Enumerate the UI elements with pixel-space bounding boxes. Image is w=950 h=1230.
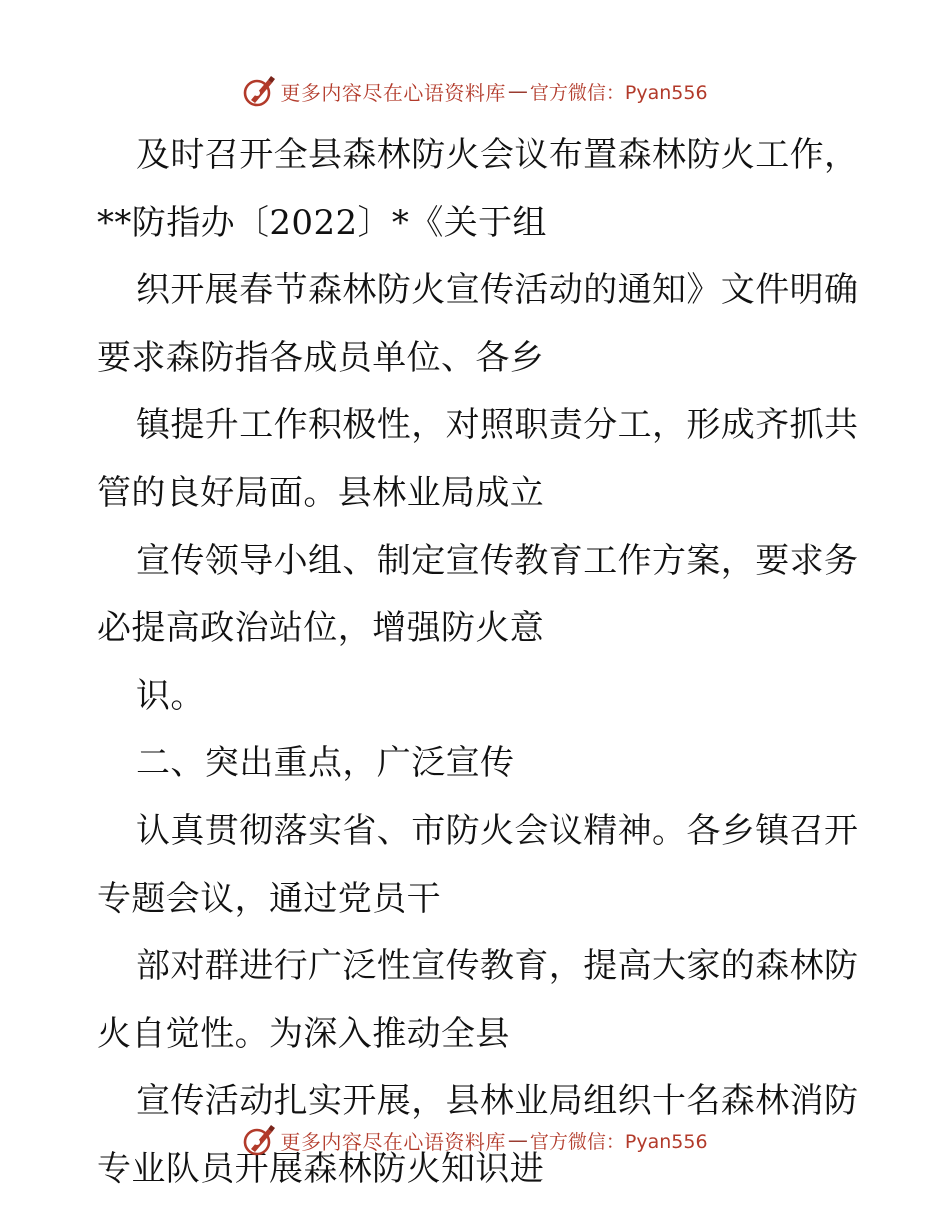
body-line: 认真贯彻落实省、市防火会议精神。各乡镇召开: [136, 810, 859, 851]
body-line: 要求森防指各成员单位、各乡: [97, 337, 545, 378]
body-line: 识。: [136, 675, 205, 716]
body-line: 火自觉性。为深入推动全县: [97, 1013, 510, 1054]
footer-banner: [0, 1120, 950, 1160]
body-line: 宣传领导小组、制定宣传教育工作方案，要求务: [136, 540, 859, 581]
body-line: 管的良好局面。县林业局成立: [97, 472, 545, 513]
pen-logo-icon: [242, 1123, 276, 1157]
body-line: 镇提升工作积极性，对照职责分工，形成齐抓共: [136, 405, 859, 446]
body-line: 宣传活动扎实开展，县林业局组织十名森林消防: [136, 1081, 859, 1122]
header-banner-wechat: 官方微信：Pyan556: [529, 81, 708, 104]
footer-banner-wechat: 官方微信：Pyan556: [529, 1130, 708, 1153]
document-body: [97, 122, 877, 1204]
pen-logo-icon: [242, 74, 276, 108]
body-line: 部对群进行广泛性宣传教育，提高大家的森林防: [136, 946, 859, 987]
body-line: 专业队员开展森林防火知识进: [97, 1148, 545, 1189]
section-heading: 二、突出重点，广泛宣传: [136, 743, 515, 784]
body-line: 织开展春节森林防火宣传活动的通知》文件明确: [136, 270, 859, 311]
header-banner-separator: —: [507, 79, 528, 103]
body-line: 必提高政治站位，增强防火意: [97, 608, 545, 649]
body-line: 专题会议，通过党员干: [97, 878, 441, 919]
footer-banner-text: 更多内容尽在心语资料库: [280, 1129, 506, 1154]
body-line: **防指办〔2022〕*《关于组: [97, 202, 547, 243]
header-banner: [0, 71, 950, 111]
header-banner-text: 更多内容尽在心语资料库: [280, 80, 506, 105]
footer-banner-separator: —: [507, 1128, 528, 1152]
body-line: 及时召开全县森林防火会议布置森林防火工作，: [136, 135, 859, 175]
